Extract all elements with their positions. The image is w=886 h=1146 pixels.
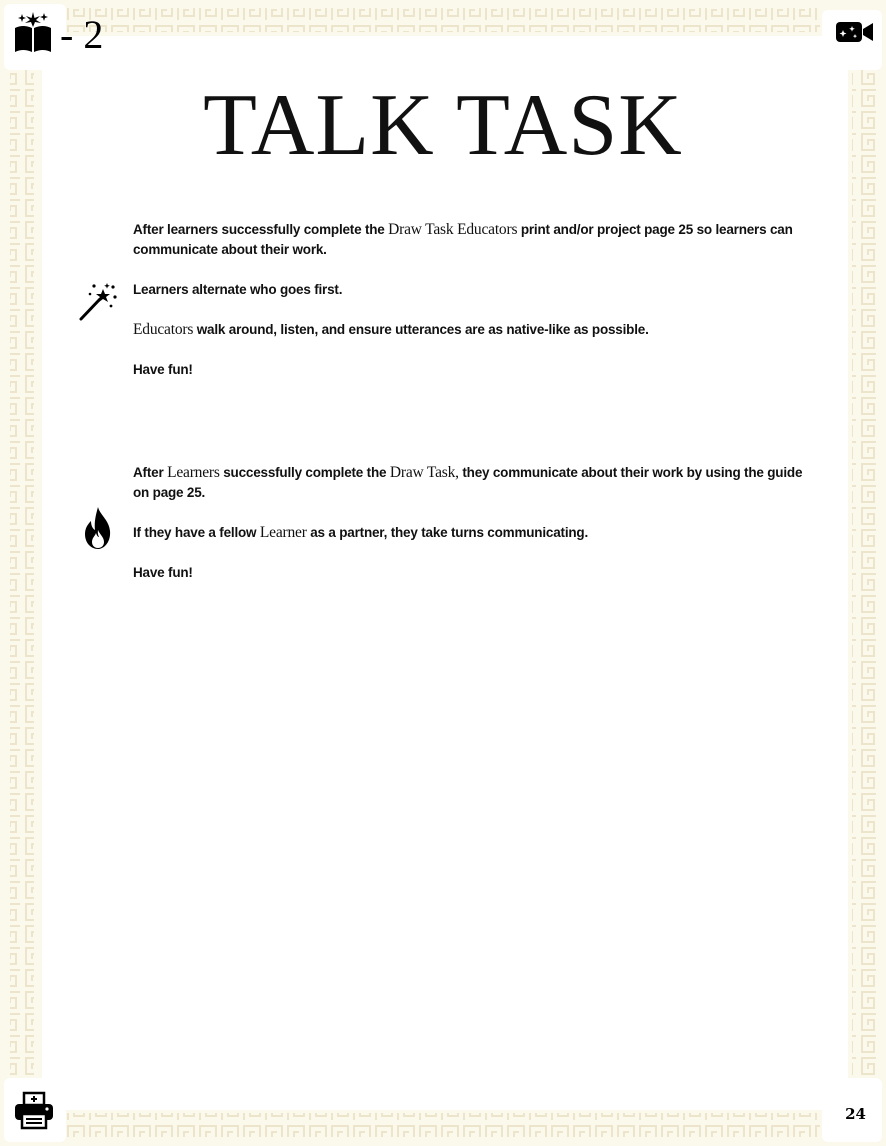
level-number: - 2 [60, 11, 104, 57]
section-learner-instructions [133, 463, 813, 603]
text-run-serif: Educators [133, 321, 194, 338]
text-run: successfully complete the [219, 465, 390, 480]
instruction-paragraph [133, 320, 813, 340]
open-book-sparkle-icon[interactable] [12, 10, 54, 59]
text-run-serif: Learner [259, 524, 307, 541]
section-educator-instructions [133, 220, 813, 400]
text-run-serif: Draw Task, [389, 464, 459, 481]
page-number: 24 [845, 1105, 866, 1123]
text-run-serif: Draw Task Educators [388, 221, 518, 238]
instruction-paragraph: Have fun! [133, 565, 193, 580]
text-run: print and/or project page 25 so learners can communicate about their work. [133, 222, 793, 257]
level-indicator [12, 10, 103, 59]
instruction-paragraph [133, 220, 813, 260]
magic-wand-icon [78, 281, 120, 328]
video-camera-icon[interactable] [835, 17, 875, 52]
instruction-paragraph [133, 523, 813, 543]
instruction-paragraph: Learners alternate who goes first. [133, 282, 343, 297]
instruction-paragraph [133, 463, 813, 503]
fire-icon [82, 506, 114, 555]
text-run: as a partner, they take turns communicating. [306, 525, 589, 540]
text-run: they communicate about their work by using the guide on page 25. [133, 465, 803, 500]
text-run: walk around, listen, and ensure utterances are as native-like as possible. [193, 322, 649, 337]
page-title: TALK TASK [203, 77, 683, 174]
text-run-serif: Learners [167, 464, 220, 481]
instruction-paragraph: Have fun! [133, 362, 193, 377]
text-run: After [133, 465, 168, 480]
text-run: If they have a fellow [133, 525, 260, 540]
printer-icon[interactable] [13, 1091, 55, 1136]
text-run: After learners successfully complete the [133, 222, 389, 237]
